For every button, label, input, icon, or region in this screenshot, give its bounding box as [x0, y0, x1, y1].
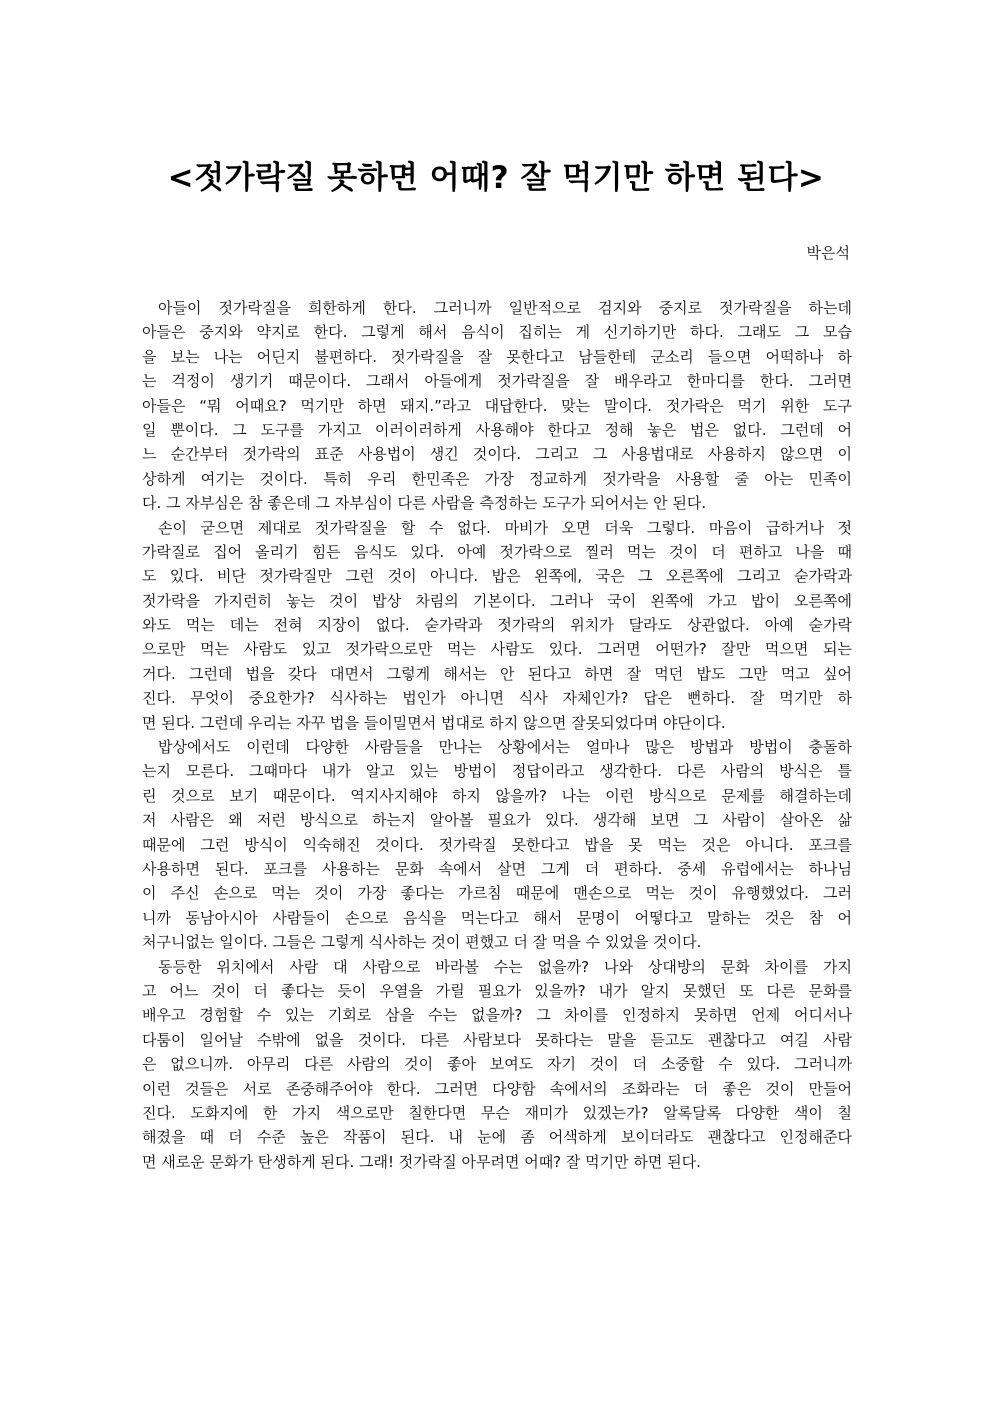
text-line: 처구니없는 일이다. 그들은 그렇게 식사하는 것이 편했고 더 잘 먹을 수 있었을 것이다. [142, 933, 702, 952]
text-line: 린 것으로 보기 때문이다. 역지사지해야 하지 않을까? 나는 이런 방식으로 문제를 해결하는데 [142, 786, 852, 805]
text-line: 진다. 도화지에 한 가지 색으로만 칠한다면 무슨 재미가 있겠는가? 알록달록 다양한 색이 칠 [142, 1103, 852, 1122]
text-line: 배우고 경험할 수 있는 기회로 삼을 수는 없을까? 그 차이를 인정하지 못하면 언제 어디서나 [142, 1006, 852, 1025]
text-line: 면 새로운 문화가 탄생하게 된다. 그래! 젓가락질 아무려면 어때? 잘 먹기만 하면 된다. [142, 1152, 701, 1171]
text-line: 느 순간부터 젓가락의 표준 사용법이 생긴 것이다. 그리고 그 사용법대로 사용하지 않으면 이 [142, 445, 852, 464]
text-line: 동등한 위치에서 사람 대 사람으로 바라볼 수는 없을까? 나와 상대방의 문화 차이를 가지 [158, 957, 852, 976]
text-line: 저 사람은 왜 저런 방식으로 하는지 알아볼 필요가 있다. 생각해 보면 그 사람이 살아온 삶 [142, 811, 852, 830]
text-line: 진다. 무엇이 중요한가? 식사하는 법인가 아니면 식사 자체인가? 답은 뻔하다. 잘 먹기만 하 [142, 689, 852, 708]
text-line: 아들이 젓가락질을 희한하게 한다. 그러니까 일반적으로 검지와 중지로 젓가락질을 하는데 [158, 299, 852, 317]
text-line: 밥상에서도 이런데 다양한 사람들을 만나는 상황에서는 얼마나 많은 방법과 방법이 충돌하 [158, 738, 852, 757]
text-line: 손이 굳으면 제대로 젓가락질을 할 수 없다. 마비가 오면 더욱 그렇다. 마음이 급하거나 젓 [158, 518, 852, 537]
paragraph-2 [142, 516, 852, 736]
text-line: 아들은 “뭐 어때요? 먹기만 하면 돼지.”라고 대답한다. 맞는 말이다. 젓가락은 먹기 위한 도구 [142, 396, 852, 415]
text-line: 을 보는 나는 어딘지 불편하다. 젓가락질을 잘 못한다고 남들한테 군소리 들으면 어떡하나 하 [142, 347, 852, 366]
text-line: 는 걱정이 생기기 때문이다. 그래서 아들에게 젓가락질을 잘 배우라고 한마디를 한다. 그러면 [142, 372, 852, 391]
text-line: 일 뿐이다. 그 도구를 가지고 이러이러하게 사용해야 한다고 정해 놓은 법은 없다. 그런데 어 [142, 420, 852, 439]
text-line: 아들은 중지와 약지로 한다. 그렇게 해서 음식이 집히는 게 신기하기만 하다. 그래도 그 모습 [142, 323, 852, 342]
paragraph-1 [142, 296, 852, 516]
text-line: 젓가락을 가지런히 놓는 것이 밥상 차림의 기본이다. 그러나 국이 왼쪽에 가고 밥이 오른쪽에 [142, 591, 852, 610]
text-line: 해졌을 때 더 수준 높은 작품이 된다. 내 눈에 좀 어색하게 보이더라도 괜찮다고 인정해준다 [142, 1128, 852, 1147]
text-line: 으로만 먹는 사람도 있고 젓가락으로만 먹는 사람도 있다. 그러면 어떤가? 잘만 먹으면 되는 [142, 640, 852, 659]
text-line: 는지 모른다. 그때마다 내가 알고 있는 방법이 정답이라고 생각한다. 다른 사람의 방식은 틀 [142, 762, 852, 781]
text-line: 거다. 그런데 법을 갖다 대면서 그렇게 해서는 안 된다고 하면 잘 먹던 밥도 그만 먹고 싶어 [142, 664, 852, 683]
text-line: 상하게 여기는 것이다. 특히 우리 한민족은 가장 정교하게 젓가락을 사용할 줄 아는 민족이 [142, 469, 852, 488]
text-line: 다. 그 자부심은 참 좋은데 그 자부심이 다른 사람을 측정하는 도구가 되어서는 안 된다. [142, 494, 707, 513]
text-line: 사용하면 된다. 포크를 사용하는 문화 속에서 살면 그게 더 편하다. 중세 유럽에서는 하나님 [142, 859, 852, 878]
text-line: 때문에 그런 방식이 익숙해진 것이다. 젓가락질 못한다고 밥을 못 먹는 것은 아니다. 포크를 [142, 835, 852, 854]
text-line: 이 주신 손으로 먹는 것이 가장 좋다는 가르침 때문에 맨손으로 먹는 것이 유행했었다. 그러 [142, 884, 852, 903]
text-line: 니까 동남아시아 사람들이 손으로 음식을 먹는다고 해서 문명이 어떻다고 말하는 것은 참 어 [142, 908, 852, 927]
paragraph-3 [142, 735, 852, 955]
paragraph-4 [142, 955, 852, 1175]
text-line: 이런 것들은 서로 존중해주어야 한다. 그러면 다양함 속에서의 조화라는 더 좋은 것이 만들어 [142, 1079, 852, 1098]
text-line: 도 있다. 비단 젓가락질만 그런 것이 아니다. 밥은 왼쪽에, 국은 그 오른쪽에 그리고 숟가락과 [142, 567, 852, 586]
document-body [142, 296, 852, 1174]
text-line: 면 된다. 그런데 우리는 자꾸 법을 들이밀면서 법대로 하지 않으면 잘못되었다며 야단이다. [142, 713, 726, 732]
author-name: 박은석 [806, 244, 850, 262]
text-line: 고 어느 것이 더 좋다는 듯이 우열을 가릴 필요가 있을까? 내가 알지 못했던 또 다른 문화를 [142, 981, 852, 1000]
document-title: <젓가락질 못하면 어때? 잘 먹기만 하면 된다> [167, 160, 825, 196]
text-line: 가락질로 집어 올리기 힘든 음식도 있다. 아예 젓가락으로 찔러 먹는 것이 더 편하고 나을 때 [142, 542, 852, 561]
text-line: 은 없으니까. 아무리 다른 사람의 것이 좋아 보여도 자기 것이 더 소중할 수 있다. 그러니까 [142, 1055, 852, 1074]
text-line: 다툼이 일어날 수밖에 없을 것이다. 다른 사람보다 못하다는 말을 듣고도 괜찮다고 여길 사람 [142, 1030, 852, 1049]
text-line: 와도 먹는 데는 전혀 지장이 없다. 숟가락과 젓가락의 위치가 달라도 상관없다. 아예 숟가락 [142, 616, 852, 635]
